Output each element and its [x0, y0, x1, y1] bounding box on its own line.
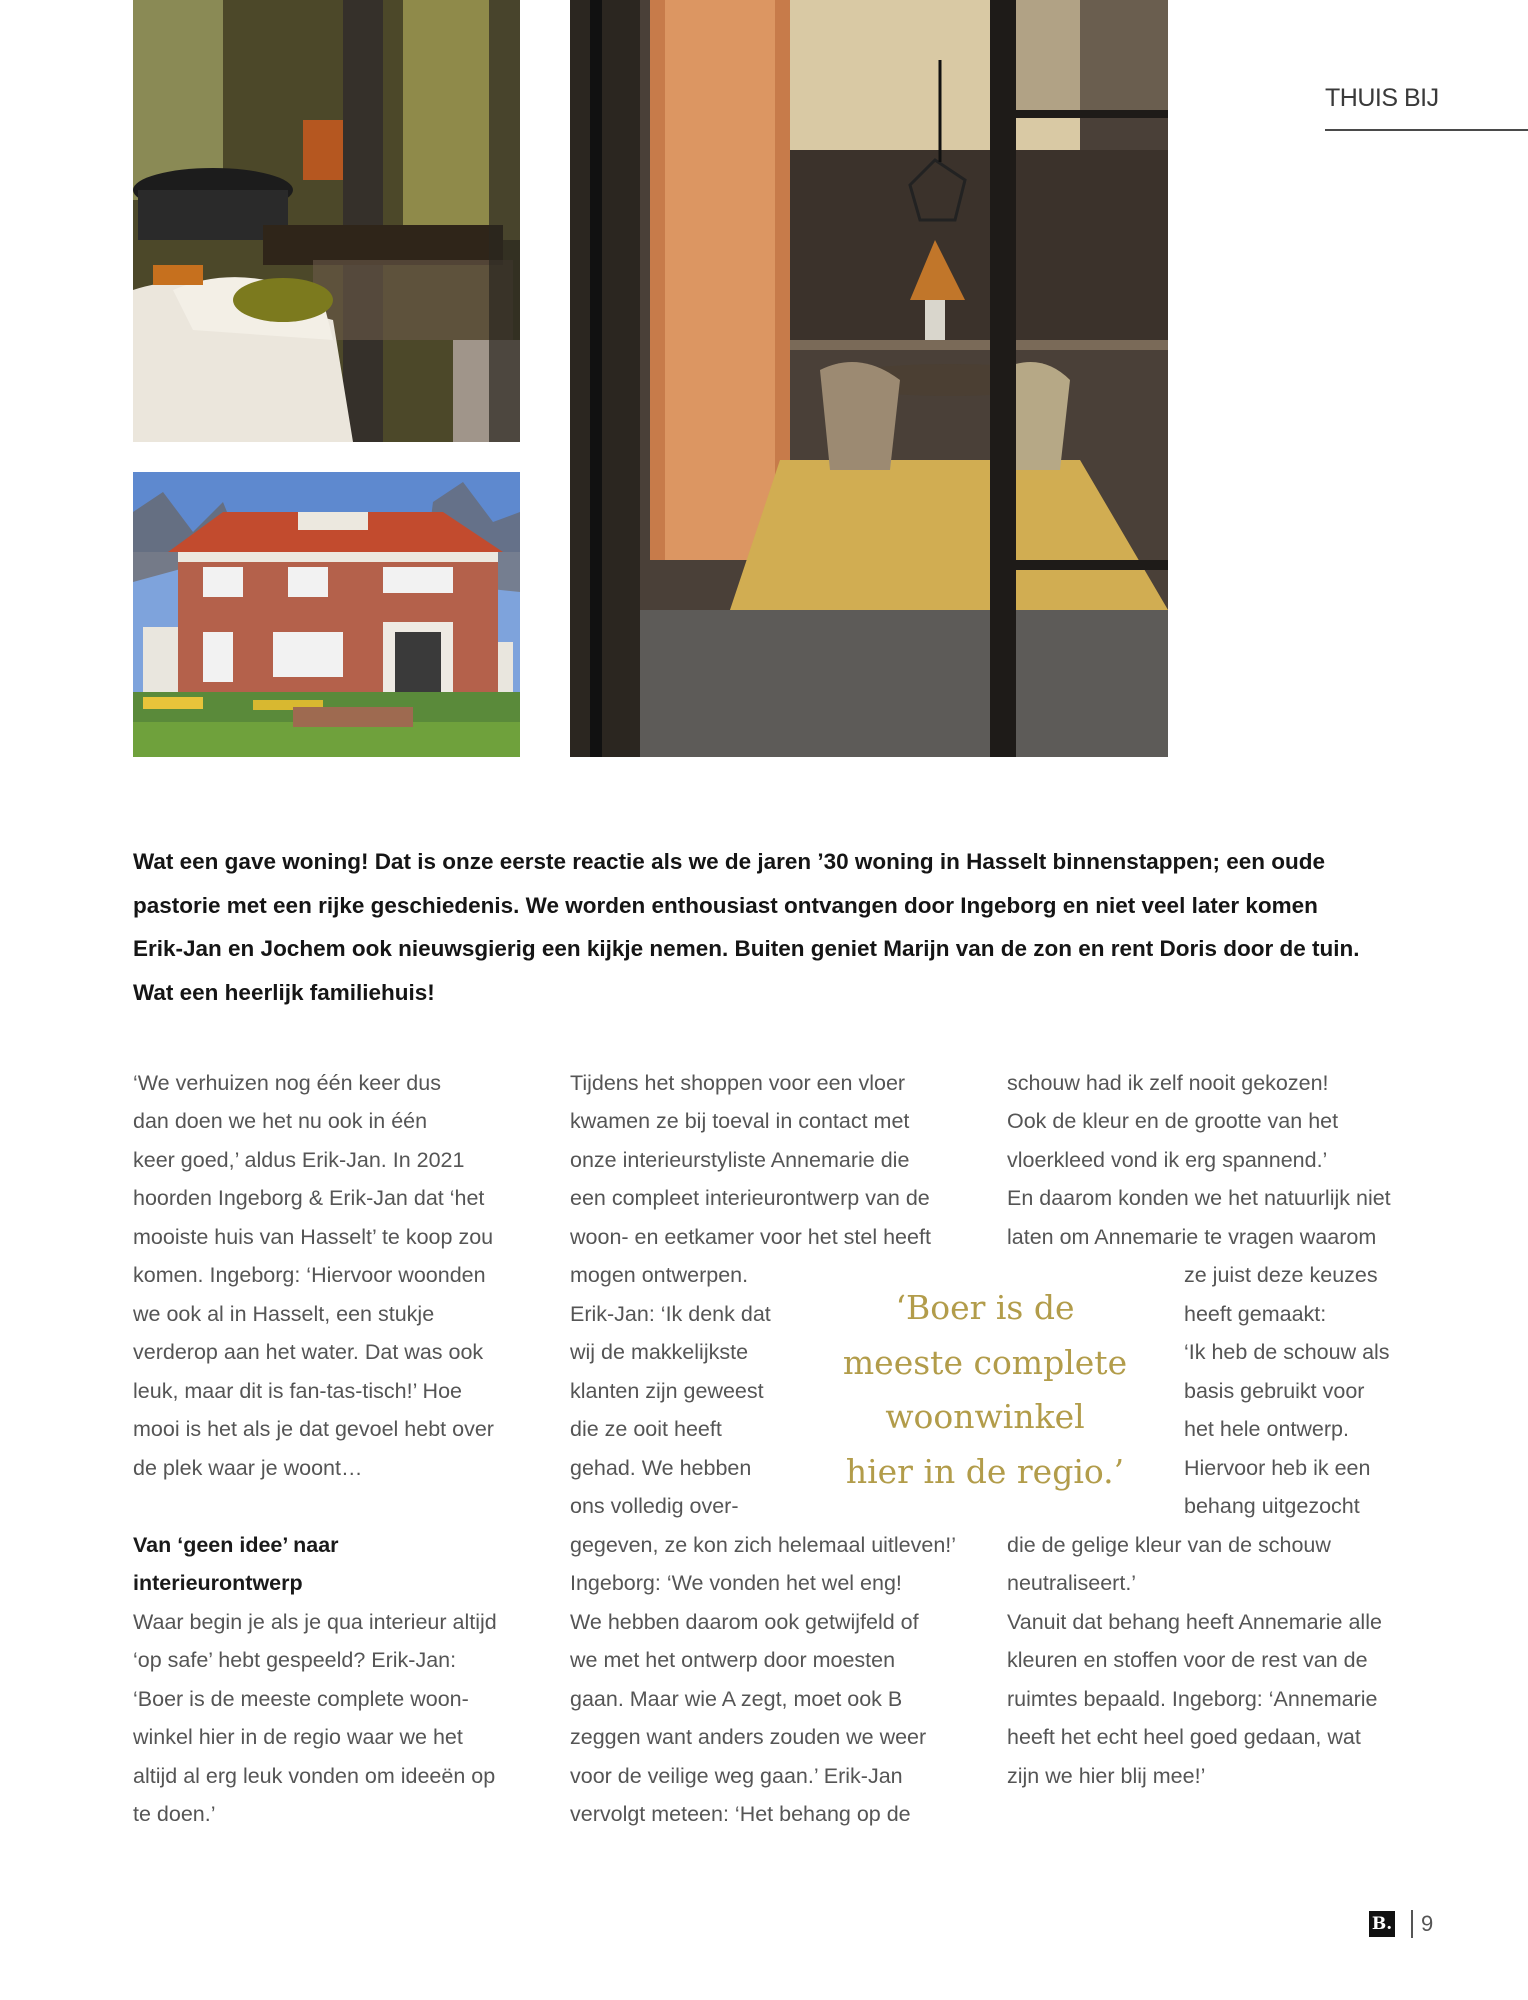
- column-line: gaan. Maar wie A zegt, moet ook B: [570, 1687, 903, 1711]
- magazine-logo: B.: [1369, 1911, 1395, 1937]
- column-line: Ook de kleur en de grootte van het: [1007, 1109, 1339, 1133]
- footer-divider: [1411, 1910, 1413, 1938]
- column-line: wij de makkelijkste: [570, 1340, 749, 1364]
- column-line: En daarom konden we het natuurlijk niet: [1007, 1186, 1391, 1210]
- column-line: verderop aan het water. Dat was ook: [133, 1340, 484, 1364]
- column-line: ons volledig over-: [570, 1494, 739, 1518]
- column-line: voor de veilige weg gaan.’ Erik-Jan: [570, 1764, 903, 1788]
- column-line: kleuren en stoffen voor de rest van de: [1007, 1648, 1368, 1672]
- column-line: kwamen ze bij toeval in contact met: [570, 1109, 910, 1133]
- column-line: mooi is het als je dat gevoel hebt over: [133, 1417, 494, 1441]
- pull-quote-line: hier in de regio.’: [845, 1451, 1125, 1491]
- column-line: mooiste huis van Hasselt’ te koop zou: [133, 1225, 494, 1249]
- column-line: we ook al in Hasselt, een stukje: [133, 1302, 435, 1326]
- house-exterior-photo: [133, 472, 520, 757]
- living-room-photo: [133, 0, 520, 442]
- page-number: 9: [1421, 1911, 1434, 1936]
- column-line: Tijdens het shoppen voor een vloer: [570, 1071, 906, 1095]
- column-line: vervolgt meteen: ‘Het behang op de: [570, 1802, 911, 1826]
- column-line: leuk, maar dit is fan-tas-tisch!’ Hoe: [133, 1379, 462, 1403]
- column-line: onze interieurstyliste Annemarie die: [570, 1148, 910, 1172]
- column-line: dan doen we het nu ook in één: [133, 1109, 428, 1133]
- column-line: schouw had ik zelf nooit gekozen!: [1007, 1071, 1329, 1095]
- column-line: ‘op safe’ hebt gespeeld? Erik-Jan:: [133, 1648, 457, 1672]
- column-line: Erik-Jan: ‘Ik denk dat: [570, 1302, 771, 1326]
- column-line: behang uitgezocht: [1184, 1494, 1360, 1518]
- pull-quote: [820, 1281, 1150, 1499]
- column-line: neutraliseert.’: [1007, 1571, 1137, 1595]
- column-line: heeft het echt heel goed gedaan, wat: [1007, 1725, 1361, 1749]
- column-line: Waar begin je als je qua interieur altijd: [133, 1610, 497, 1634]
- column-line: altijd al erg leuk vonden om ideeën op: [133, 1764, 496, 1788]
- column-line: hoorden Ingeborg & Erik-Jan dat ‘het: [133, 1186, 485, 1210]
- column-line: Hiervoor heb ik een: [1184, 1456, 1371, 1480]
- column-line: te doen.’: [133, 1802, 216, 1826]
- column-line: gehad. We hebben: [570, 1456, 752, 1480]
- section-label: THUIS BIJ: [1325, 84, 1439, 112]
- column-line: die de gelige kleur van de schouw: [1007, 1533, 1331, 1557]
- pull-quote-line: ‘Boer is de: [895, 1288, 1075, 1327]
- subheading-line: interieurontwerp: [133, 1571, 303, 1595]
- pull-quote-line: woonwinkel: [885, 1397, 1085, 1436]
- column-line: een compleet interieurontwerp van de: [570, 1186, 930, 1210]
- column-line: heeft gemaakt:: [1184, 1302, 1327, 1326]
- column-line: die ze ooit heeft: [570, 1417, 722, 1441]
- column-line: woon- en eetkamer voor het stel heeft: [570, 1225, 931, 1249]
- column-line: mogen ontwerpen.: [570, 1263, 749, 1287]
- intro-paragraph: Wat een gave woning! Dat is onze eerste reactie als we de jaren ’30 woning in Hasselt binnenstappen; een oude pastorie met een rijke geschiedenis. We worden enthousiast ontvangen door Ingeborg en niet veel later komen Erik-Jan en Jochem ook nieuwsgierig een kijkje nemen. Buiten geniet Marijn van de zon en rent Doris door de tuin. Wat een heerlijk familiehuis!: [133, 849, 1360, 1005]
- column-line: We hebben daarom ook getwijfeld of: [570, 1610, 919, 1634]
- column-line: Ingeborg: ‘We vonden het wel eng!: [570, 1571, 902, 1595]
- column-line: ze juist deze keuzes: [1184, 1263, 1378, 1287]
- column-line: basis gebruikt voor: [1184, 1379, 1365, 1403]
- pull-quote-line: meeste complete: [842, 1342, 1128, 1382]
- column-line: we met het ontwerp door moesten: [570, 1648, 896, 1672]
- column-line: zeggen want anders zouden we weer: [570, 1725, 927, 1749]
- column-line: het hele ontwerp.: [1184, 1417, 1349, 1441]
- column-line: ‘Ik heb de schouw als: [1184, 1340, 1390, 1364]
- column-line: de plek waar je woont…: [133, 1456, 363, 1480]
- column-line: zijn we hier blij mee!’: [1007, 1764, 1206, 1788]
- column-line: Vanuit dat behang heeft Annemarie alle: [1007, 1610, 1382, 1634]
- section-divider: [1325, 129, 1528, 131]
- column-line: gegeven, ze kon zich helemaal uitleven!’: [570, 1533, 957, 1557]
- column-line: winkel hier in de regio waar we het: [133, 1725, 463, 1749]
- column-line: laten om Annemarie te vragen waarom: [1007, 1225, 1377, 1249]
- column-line: vloerkleed vond ik erg spannend.’: [1007, 1148, 1328, 1172]
- dining-room-photo: [570, 0, 1168, 757]
- column-line: keer goed,’ aldus Erik-Jan. In 2021: [133, 1148, 465, 1172]
- column-line: ruimtes bepaald. Ingeborg: ‘Annemarie: [1007, 1687, 1378, 1711]
- column-line: klanten zijn geweest: [570, 1379, 764, 1403]
- column-line: komen. Ingeborg: ‘Hiervoor woonden: [133, 1263, 486, 1287]
- column-line: ‘We verhuizen nog één keer dus: [133, 1071, 441, 1095]
- column-line: ‘Boer is de meeste complete woon-: [133, 1687, 469, 1711]
- subheading-line: Van ‘geen idee’ naar: [133, 1533, 339, 1557]
